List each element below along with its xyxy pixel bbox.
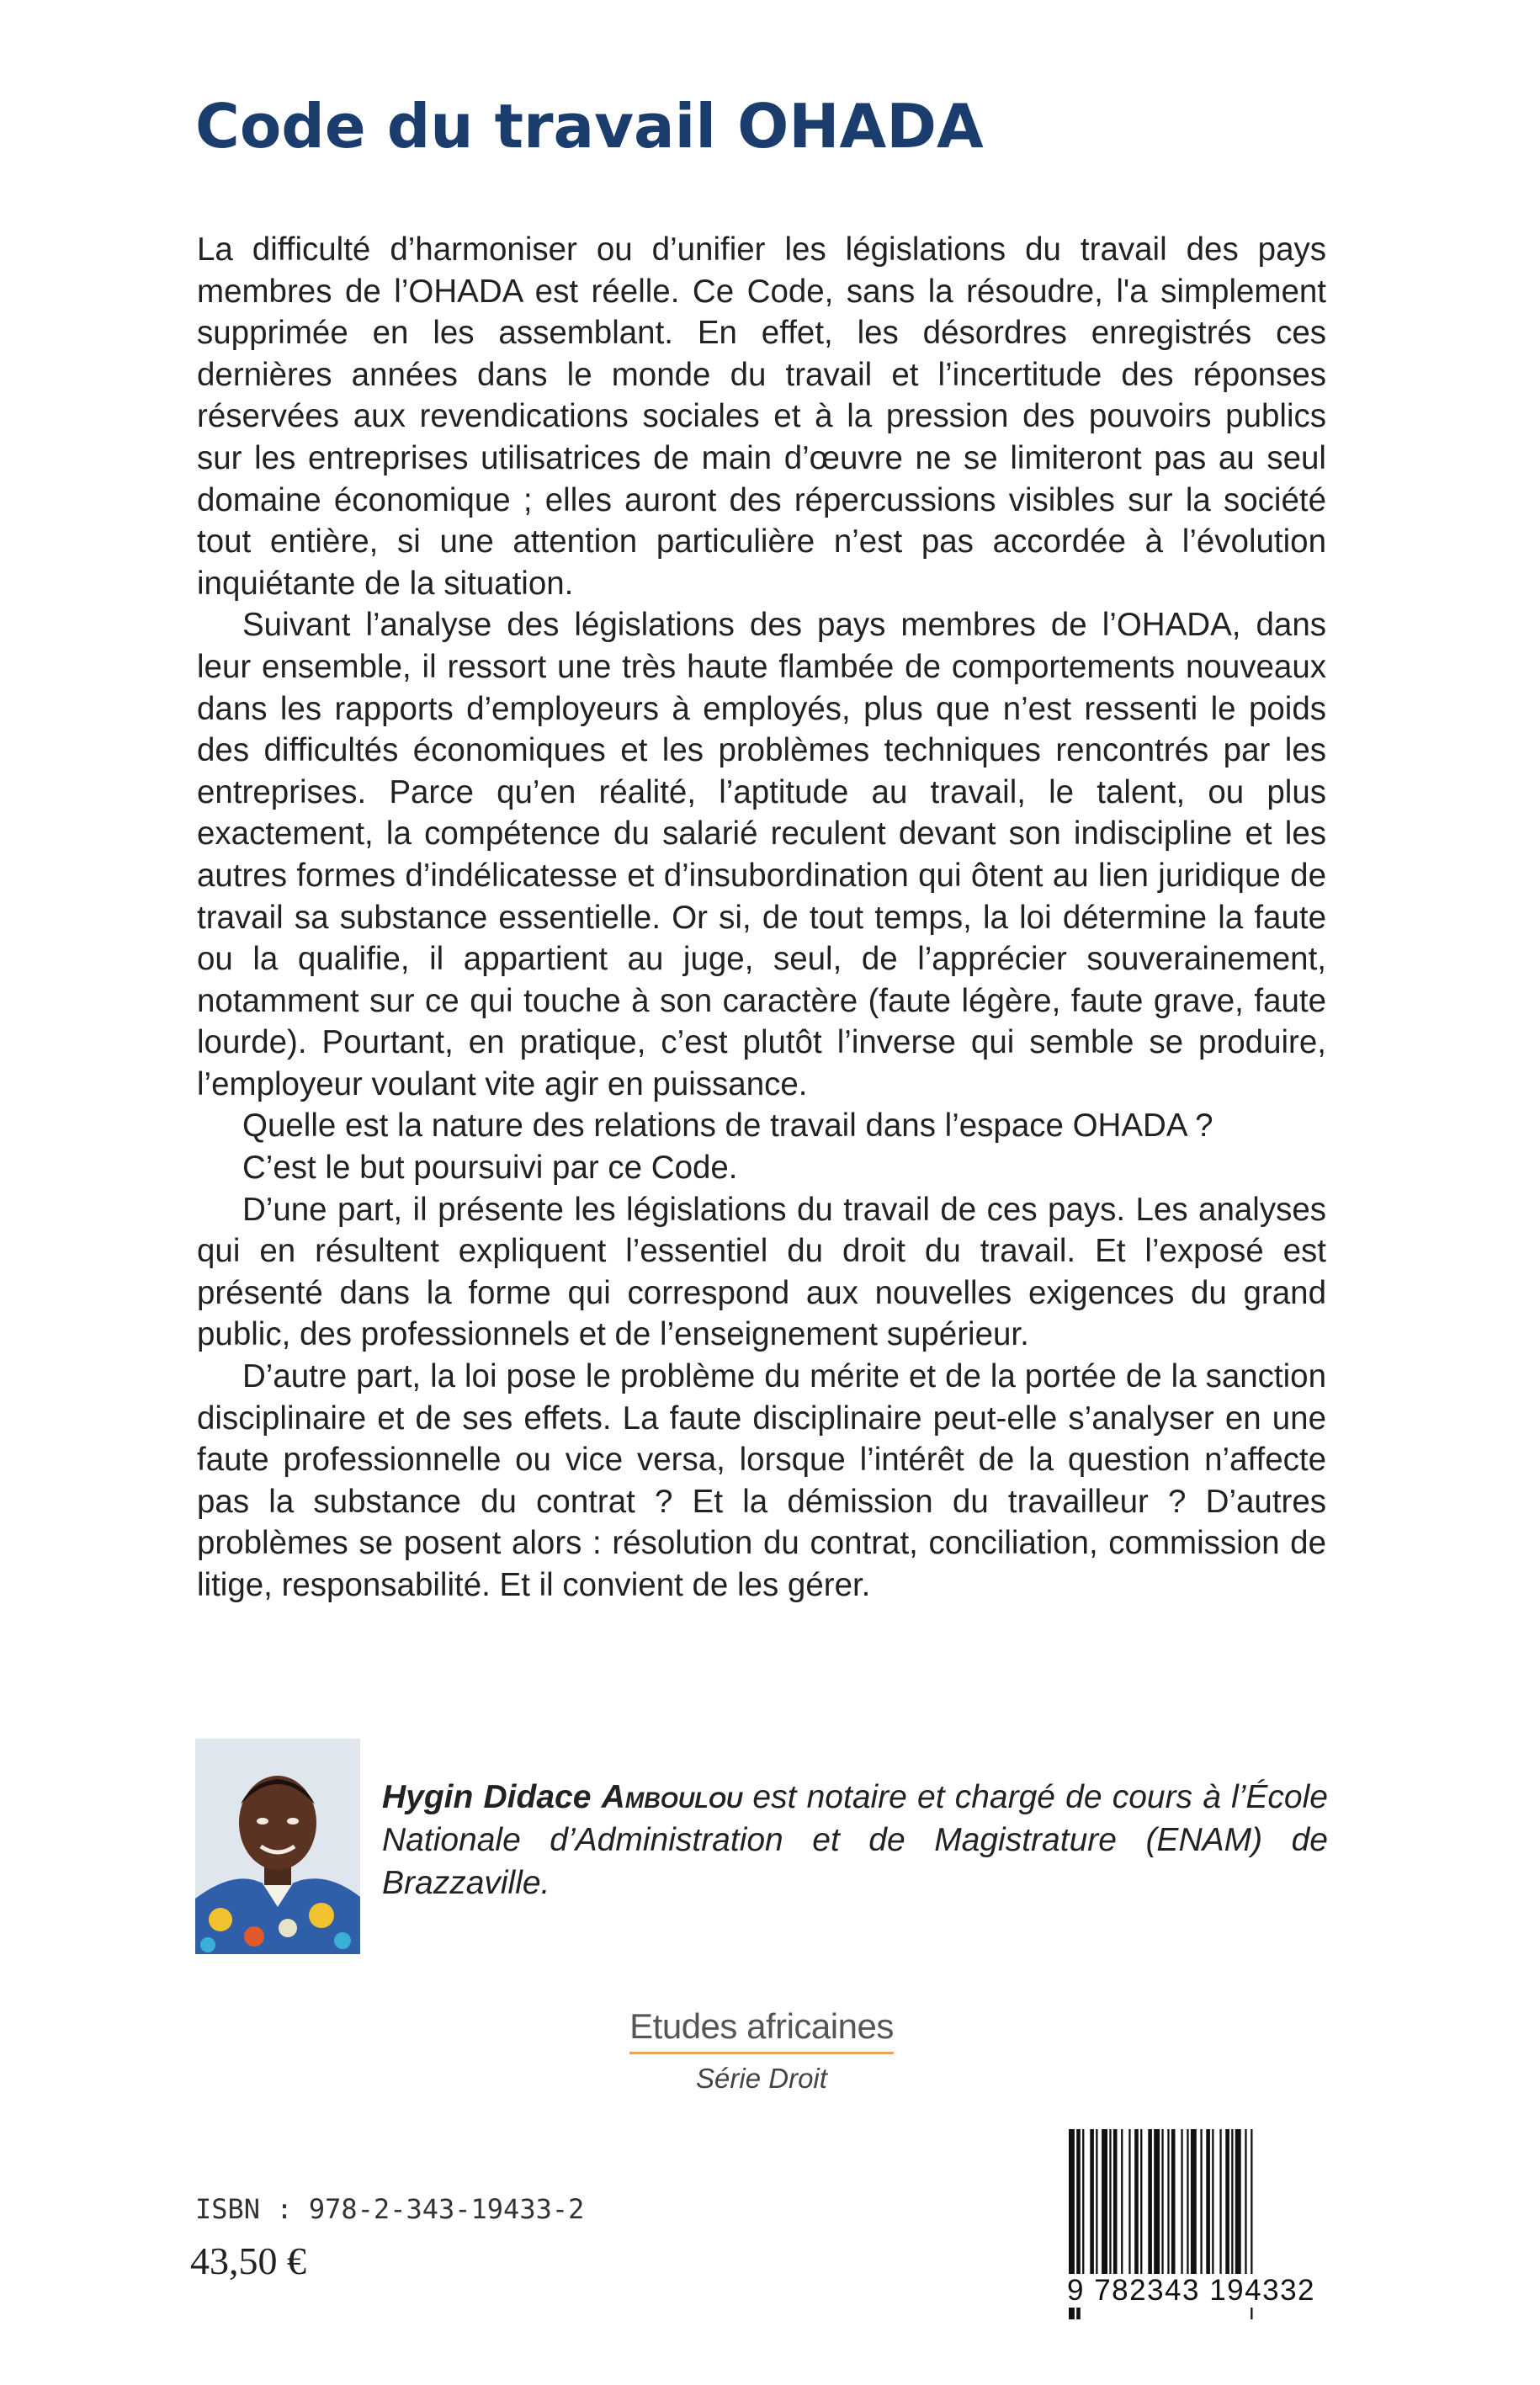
series-name: Etudes africaines xyxy=(629,2006,894,2046)
barcode-bar xyxy=(1191,2129,1197,2297)
barcode-bar xyxy=(1082,2129,1084,2297)
blurb-paragraph: La difficulté d’harmoniser ou d’unifier les législations du travail des pays membres de l’OHADA est réelle. Ce Code, sans la résoudre, l'a simplement supprimée en les assemblant. En effet, les désordres enregistrés ces dernières années dans le monde du travail et l’incertitude des réponses réservées aux revendications sociales et à la pression des pouvoirs publics sur les entreprises utilisatrices de main d’œuvre ne se limiteront pas au seul domaine économique ; elles auront des répercussions visibles sur la société tout entière, si une attention particulière n’est pas accordée à l’évolution inquiétante de la situation. xyxy=(197,231,1326,602)
barcode-bar xyxy=(1245,2129,1246,2297)
barcode-bar xyxy=(1231,2129,1233,2297)
author-surname: Amboulou xyxy=(601,1779,743,1815)
barcode-bar xyxy=(1113,2129,1118,2297)
barcode-digits: 9 782343 194332 xyxy=(1067,2274,1328,2308)
barcode-bar xyxy=(1235,2129,1241,2297)
barcode-bar xyxy=(1121,2129,1123,2297)
price: 43,50 € xyxy=(190,2239,306,2282)
blurb-paragraph: Quelle est la nature des relations de travail dans l’espace OHADA ? xyxy=(242,1108,1213,1145)
series-divider xyxy=(629,2052,894,2054)
author-photo xyxy=(195,1739,360,1954)
author-first-names: Hygin Didace xyxy=(382,1779,592,1815)
blurb-paragraph: Suivant l’analyse des législations des pays membres de l’OHADA, dans leur ensemble, il ressort une très haute flambée de comportements nouveaux dans les rapports d’employeurs à employés, plus que n’est ressenti le poids des difficultés économiques et les problèmes techniques rencontrés par les entreprises. Parce qu’en réalité, l’aptitude au travail, le talent, ou plus exactement, la compétence du salarié reculent devant son indiscipline et les autres formes d’indélicatesse et d’insubordination qui ôtent au lien juridique de travail sa substance essentielle. Or si, de tout temps, la loi détermine la faute ou la qualifie, il appartient au juge, seul, de l’apprécier souverainement, notamment sur ce qui touche à son caractère (faute légère, faute grave, faute lourde). Pourtant, en pratique, c’est plutôt l’inverse qui semble se produire, l’employeur voulant vite agir en puissance. xyxy=(197,607,1326,1102)
barcode-bar xyxy=(1128,2129,1130,2297)
barcode-bar xyxy=(1154,2129,1160,2297)
barcode-bar xyxy=(1161,2129,1163,2297)
barcode-bar xyxy=(1225,2129,1229,2297)
series-subtitle: Série Droit xyxy=(696,2063,827,2094)
barcode-bar xyxy=(1219,2129,1221,2297)
blurb-paragraph: C’est le but poursuivi par ce Code. xyxy=(242,1150,738,1187)
book-title: Code du travail OHADA xyxy=(195,91,984,162)
barcode-bar xyxy=(1109,2129,1111,2297)
author-portrait-image xyxy=(195,1739,360,1954)
barcode-bar xyxy=(1134,2129,1139,2297)
back-cover-blurb xyxy=(197,229,1326,1607)
series-block xyxy=(629,2006,894,2095)
blurb-paragraph: D’une part, il présente les législations du travail de ces pays. Les analyses qui en résultent expliquent l’essentiel du droit du travail. Et l’exposé est présenté dans la forme qui correspond aux nouvelles exigences du grand public, des professionnels et de l’enseignement supérieur. xyxy=(197,1191,1326,1353)
barcode-bar xyxy=(1206,2129,1210,2297)
author-bio xyxy=(382,1776,1328,1904)
author-bio-text xyxy=(382,1776,1328,1904)
barcode-bar xyxy=(1181,2129,1182,2297)
barcode-bar xyxy=(1140,2129,1142,2297)
barcode-bar xyxy=(1171,2129,1176,2297)
barcode-bar xyxy=(1187,2129,1188,2297)
blurb-paragraph: D’autre part, la loi pose le problème du mérite et de la portée de la sanction disciplinaire et de ses effets. La faute disciplinaire peut-elle s’analyser en une faute professionnelle ou vice versa, lorsque l’intérêt de la question n’affecte pas la substance du contrat ? Et la démission du travailleur ? D’autres problèmes se posent alors : résolution du contrat, conciliation, commission de litige, responsabilité. Et il convient de les gérer. xyxy=(197,1358,1326,1603)
barcode-bar xyxy=(1200,2129,1202,2297)
barcode-bar xyxy=(1096,2129,1097,2297)
barcode-bar xyxy=(1167,2129,1169,2297)
barcode-bar xyxy=(1090,2129,1094,2297)
isbn: ISBN : 978-2-343-19433-2 xyxy=(195,2193,585,2225)
barcode-bar xyxy=(1148,2129,1152,2297)
barcode-bar xyxy=(1102,2129,1107,2297)
author-description: est notaire et chargé de cours à l’École Nationale d’Administration et de Magistrature (ENAM) de Brazzaville. xyxy=(382,1779,1328,1901)
barcode-bar xyxy=(1212,2129,1213,2297)
